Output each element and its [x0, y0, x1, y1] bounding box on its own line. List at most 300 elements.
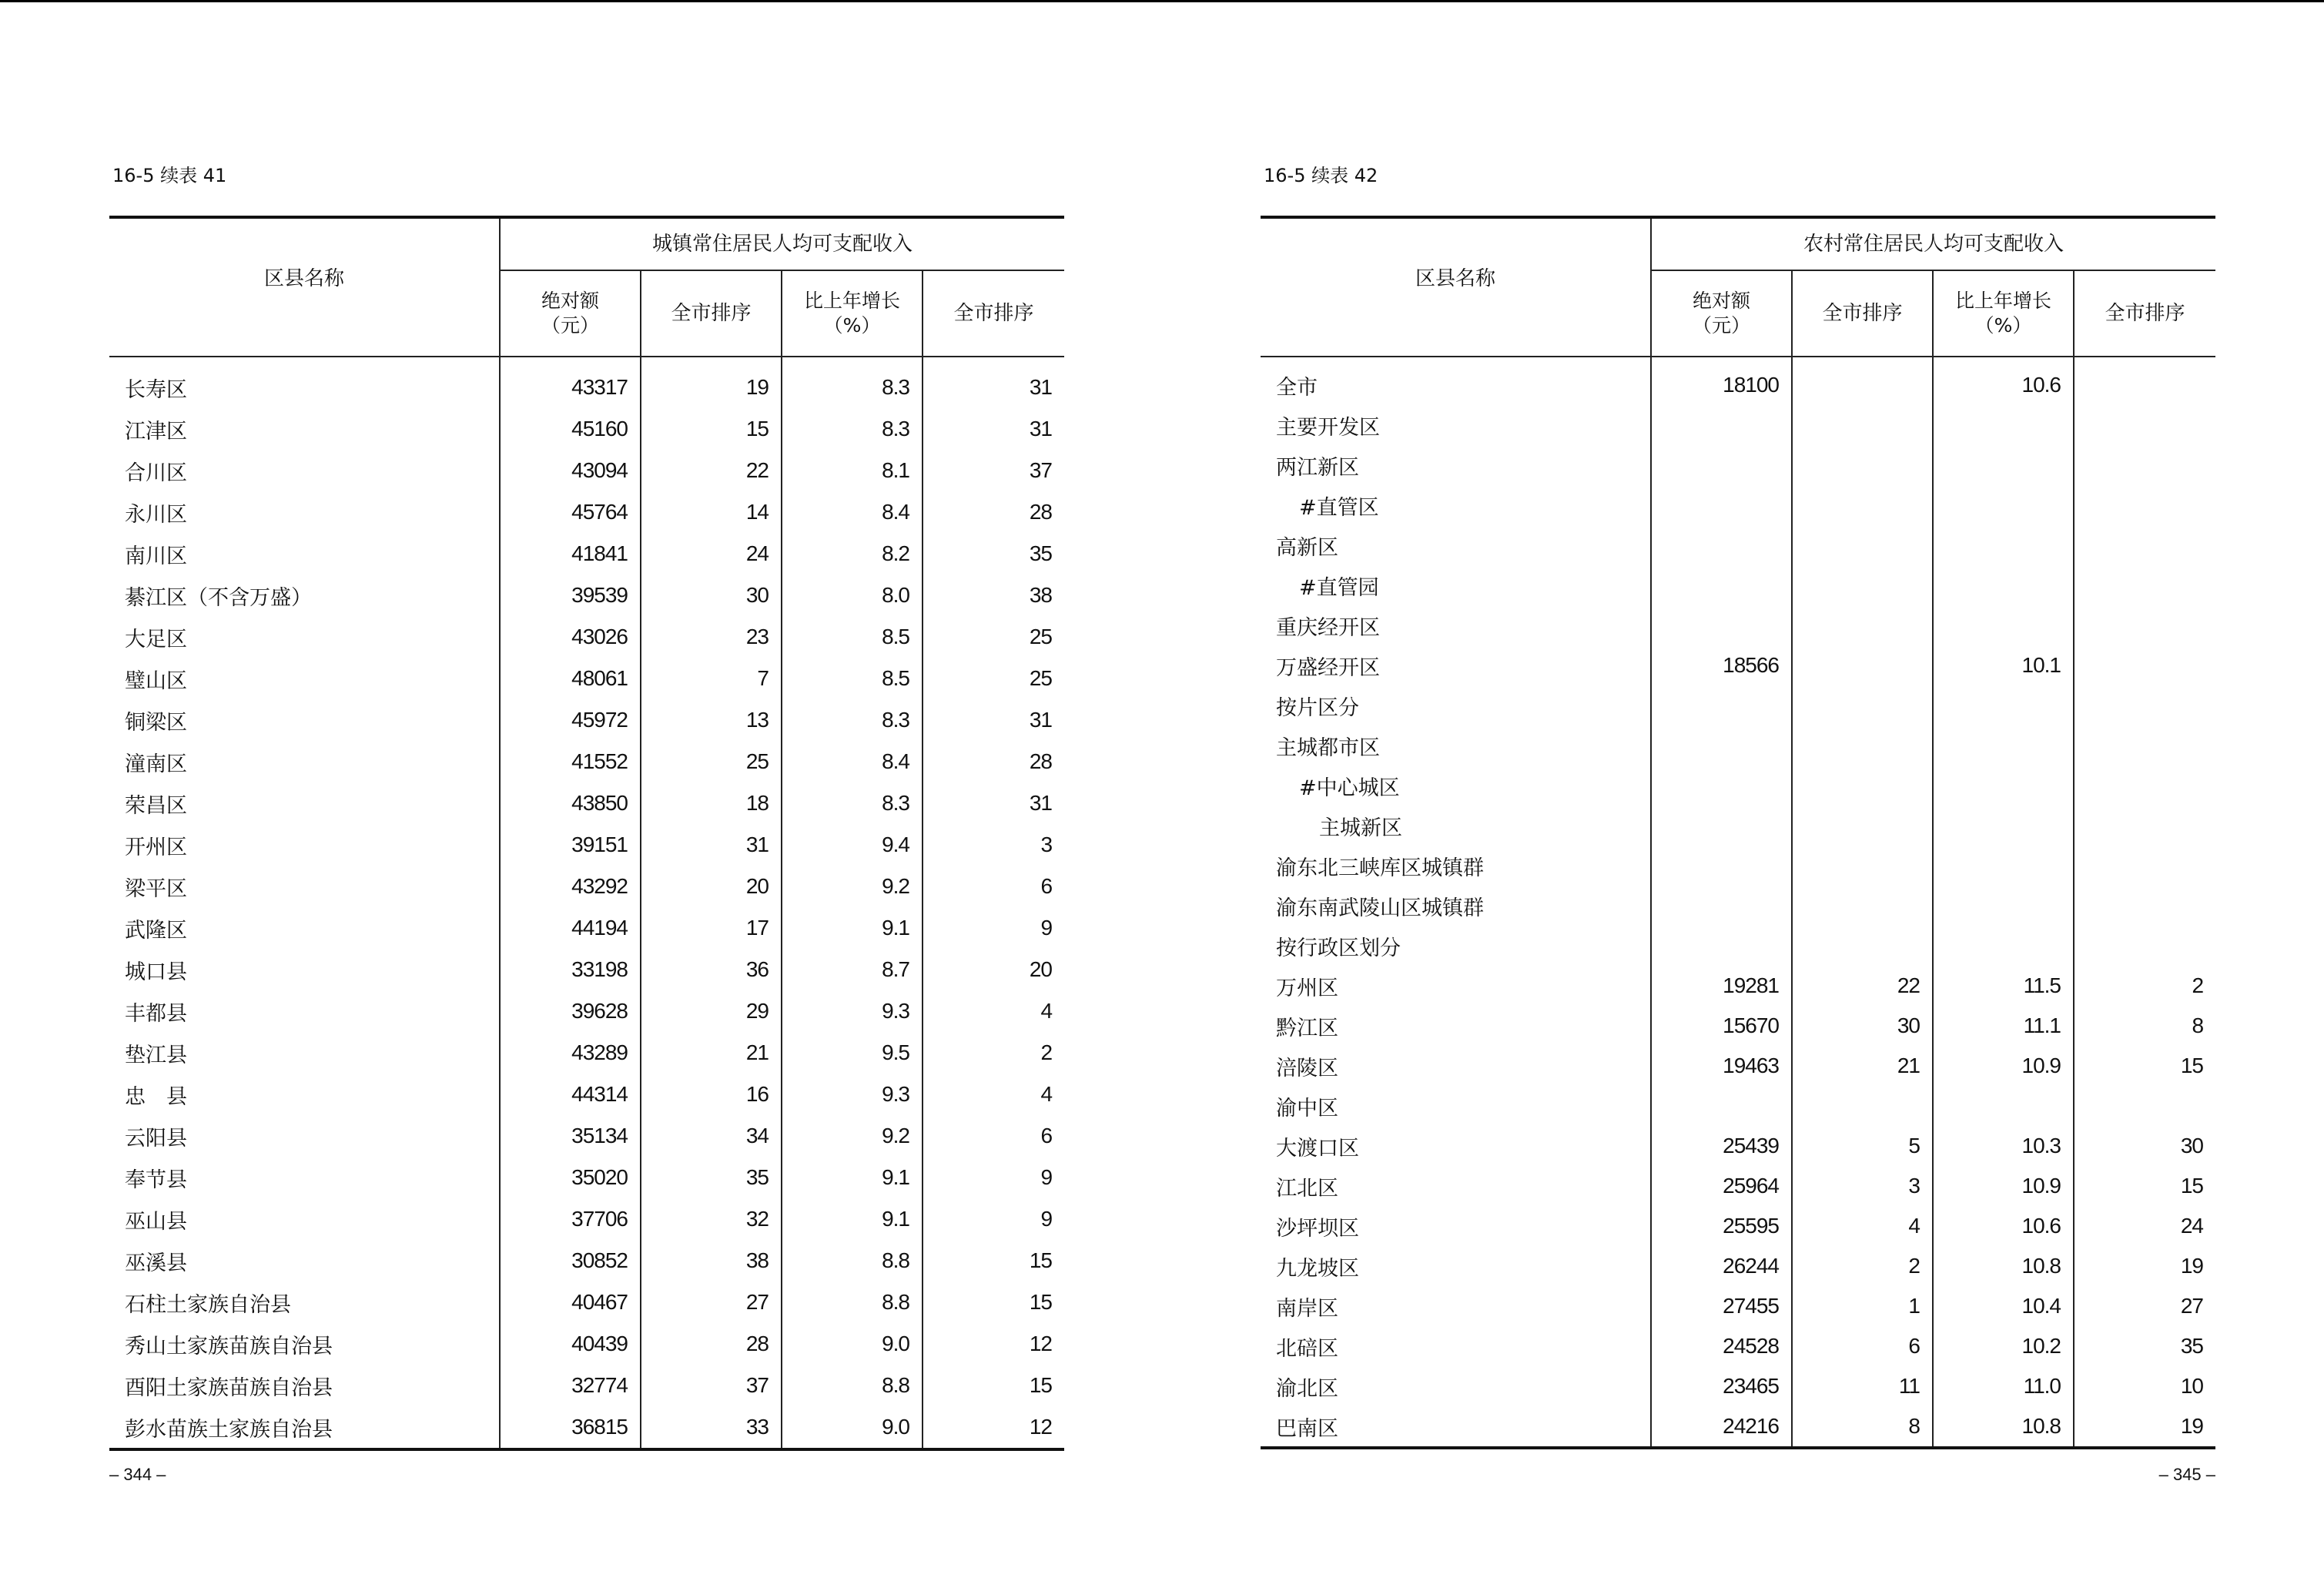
table-row — [1261, 525, 2215, 565]
cell-growth: 9.3 — [782, 1074, 923, 1115]
growth-unit: （%） — [823, 314, 881, 337]
cell-rank: 29 — [641, 990, 782, 1032]
table-row — [109, 1323, 1064, 1365]
cell-absolute: 41841 — [500, 533, 641, 575]
cell-absolute — [1651, 846, 1792, 886]
cell-growth-rank: 15 — [1029, 1373, 1053, 1397]
cell-absolute: 25439 — [1651, 1126, 1792, 1166]
table-row — [1261, 685, 2215, 725]
table-row — [1261, 846, 2215, 886]
cell-rank — [1792, 725, 1933, 766]
cell-growth-rank: 31 — [1029, 791, 1053, 815]
page-number: – 344 – — [109, 1465, 166, 1484]
cell-growth-rank — [2074, 485, 2215, 525]
cell-absolute — [1651, 886, 1792, 926]
cell-rank — [1792, 926, 1933, 966]
table-row — [109, 949, 1064, 990]
cell-absolute: 26244 — [1651, 1246, 1792, 1286]
cell-absolute: 43292 — [500, 866, 641, 907]
cell-region-name: 开州区 — [109, 824, 500, 866]
column-group-header: 城镇常住居民人均可支配收入 — [500, 217, 1064, 270]
cell-growth-rank: 19 — [2074, 1406, 2215, 1448]
cell-region-name: 云阳县 — [109, 1115, 500, 1157]
cell-region-name: 秀山土家族苗族自治县 — [109, 1323, 500, 1365]
cell-region-name: #中心城区 — [1261, 766, 1651, 806]
cell-growth-rank: 37 — [1029, 458, 1053, 482]
cell-region-name: 铜梁区 — [109, 699, 500, 741]
cell-growth-rank: 3 — [1040, 833, 1053, 856]
cell-growth: 9.3 — [782, 990, 923, 1032]
table-row — [1261, 1286, 2215, 1326]
column-header-growth — [782, 270, 923, 357]
cell-growth: 10.6 — [1933, 1206, 2074, 1246]
cell-growth-rank: 19 — [2180, 1254, 2204, 1278]
cell-growth-rank — [2074, 405, 2215, 445]
cell-absolute — [1651, 725, 1792, 766]
cell-growth-rank — [2074, 645, 2215, 685]
table-row — [109, 616, 1064, 658]
cell-region-name: 九龙坡区 — [1261, 1246, 1651, 1286]
cell-growth-rank: 27 — [2180, 1294, 2204, 1318]
cell-region-name: 丰都县 — [109, 990, 500, 1032]
table-row — [1261, 1406, 2215, 1448]
cell-growth: 8.5 — [782, 616, 923, 658]
cell-absolute: 23465 — [1651, 1366, 1792, 1406]
cell-growth: 8.2 — [782, 533, 923, 575]
cell-growth — [1933, 685, 2074, 725]
cell-growth: 8.3 — [782, 357, 923, 408]
cell-rank: 34 — [641, 1115, 782, 1157]
cell-growth-rank: 28 — [1029, 500, 1053, 524]
cell-growth-rank — [2074, 806, 2215, 846]
cell-growth — [1933, 926, 2074, 966]
cell-region-name: 巫溪县 — [109, 1240, 500, 1281]
cell-growth — [1933, 846, 2074, 886]
cell-region-name: 武隆区 — [109, 907, 500, 949]
cell-region-name: 梁平区 — [109, 866, 500, 907]
table-row — [109, 658, 1064, 699]
cell-growth — [1933, 525, 2074, 565]
cell-absolute: 45764 — [500, 491, 641, 533]
table-row — [1261, 1086, 2215, 1126]
cell-growth: 8.8 — [782, 1365, 923, 1406]
cell-region-name: 涪陵区 — [1261, 1046, 1651, 1086]
top-border-line — [0, 0, 2324, 2]
cell-absolute — [1651, 766, 1792, 806]
table-row — [1261, 485, 2215, 525]
cell-growth: 8.7 — [782, 949, 923, 990]
table-row — [1261, 605, 2215, 645]
table-row — [1261, 725, 2215, 766]
cell-growth: 8.3 — [782, 408, 923, 450]
cell-region-name: #直管区 — [1261, 485, 1651, 525]
cell-growth-rank: 31 — [1029, 417, 1053, 441]
table-row — [109, 1032, 1064, 1074]
table-row — [109, 1281, 1064, 1323]
table-row — [109, 357, 1064, 408]
cell-absolute — [1651, 1086, 1792, 1126]
cell-growth-rank: 12 — [923, 1406, 1064, 1449]
cell-rank: 30 — [1792, 1006, 1933, 1046]
cell-growth: 9.0 — [782, 1406, 923, 1449]
cell-growth: 8.0 — [782, 575, 923, 616]
cell-absolute: 44194 — [500, 907, 641, 949]
cell-rank: 6 — [1792, 1326, 1933, 1366]
cell-rank: 32 — [641, 1198, 782, 1240]
cell-growth: 9.0 — [782, 1323, 923, 1365]
table-row — [1261, 445, 2215, 485]
cell-growth: 9.2 — [782, 866, 923, 907]
urban-income-table — [109, 216, 1064, 1451]
cell-growth: 8.4 — [782, 491, 923, 533]
cell-growth-rank: 15 — [2180, 1174, 2204, 1198]
cell-region-name: 重庆经开区 — [1261, 605, 1651, 645]
cell-region-name: 璧山区 — [109, 658, 500, 699]
cell-rank — [1792, 806, 1933, 846]
cell-growth — [1933, 725, 2074, 766]
cell-rank: 35 — [641, 1157, 782, 1198]
cell-absolute: 43289 — [500, 1032, 641, 1074]
absolute-label: 绝对额 — [541, 290, 599, 312]
table-row — [109, 408, 1064, 450]
absolute-unit: （元） — [541, 314, 599, 337]
cell-growth-rank — [2074, 605, 2215, 645]
cell-rank: 19 — [641, 357, 782, 408]
cell-growth-rank: 10 — [2180, 1374, 2204, 1398]
column-header-absolute — [1651, 270, 1792, 357]
column-header-name: 区县名称 — [109, 217, 500, 357]
cell-region-name: 垫江县 — [109, 1032, 500, 1074]
table-row — [1261, 766, 2215, 806]
cell-growth — [1933, 886, 2074, 926]
cell-growth-rank: 35 — [2180, 1334, 2204, 1358]
cell-absolute: 44314 — [500, 1074, 641, 1115]
table-body — [1261, 357, 2215, 1448]
cell-region-name: 江北区 — [1261, 1166, 1651, 1206]
cell-region-name: 渝中区 — [1261, 1086, 1651, 1126]
cell-growth: 8.1 — [782, 450, 923, 491]
table-row — [109, 741, 1064, 782]
table-row — [109, 907, 1064, 949]
table-row — [109, 782, 1064, 824]
cell-absolute: 39539 — [500, 575, 641, 616]
table-row — [109, 491, 1064, 533]
cell-growth-rank — [2074, 525, 2215, 565]
cell-growth — [1933, 405, 2074, 445]
cell-region-name: 高新区 — [1261, 525, 1651, 565]
cell-absolute — [1651, 445, 1792, 485]
cell-region-name: 黔江区 — [1261, 1006, 1651, 1046]
cell-rank: 14 — [641, 491, 782, 533]
cell-growth-rank — [2074, 685, 2215, 725]
cell-absolute: 37706 — [500, 1198, 641, 1240]
cell-rank — [1792, 766, 1933, 806]
cell-absolute: 39151 — [500, 824, 641, 866]
cell-growth-rank — [2074, 1086, 2215, 1126]
cell-rank: 37 — [641, 1365, 782, 1406]
cell-growth — [1933, 806, 2074, 846]
cell-absolute — [1651, 525, 1792, 565]
table-row — [1261, 1126, 2215, 1166]
cell-growth: 11.1 — [1933, 1006, 2074, 1046]
cell-absolute: 15670 — [1651, 1006, 1792, 1046]
column-header-absolute — [500, 270, 641, 357]
cell-rank — [1792, 405, 1933, 445]
cell-absolute — [1651, 565, 1792, 605]
cell-absolute: 35020 — [500, 1157, 641, 1198]
growth-label: 比上年增长 — [1954, 290, 2051, 312]
cell-growth: 10.3 — [1933, 1126, 2074, 1166]
cell-growth — [1933, 605, 2074, 645]
cell-region-name: 渝东北三峡库区城镇群 — [1261, 846, 1651, 886]
absolute-unit: （元） — [1692, 314, 1750, 337]
cell-rank: 28 — [641, 1323, 782, 1365]
cell-growth-rank: 38 — [1029, 583, 1053, 607]
cell-rank: 7 — [641, 658, 782, 699]
cell-region-name: 永川区 — [109, 491, 500, 533]
table-row — [109, 824, 1064, 866]
cell-region-name: 沙坪坝区 — [1261, 1206, 1651, 1246]
table-body — [109, 357, 1064, 1449]
cell-growth-rank — [2074, 725, 2215, 766]
cell-region-name: 万州区 — [1261, 966, 1651, 1006]
cell-growth-rank — [2074, 357, 2215, 405]
table-row — [109, 533, 1064, 575]
cell-growth-rank — [2074, 565, 2215, 605]
cell-region-name: 巫山县 — [109, 1198, 500, 1240]
cell-growth-rank: 6 — [1040, 874, 1053, 898]
cell-absolute: 35134 — [500, 1115, 641, 1157]
cell-region-name: 按行政区划分 — [1261, 926, 1651, 966]
cell-absolute: 36815 — [500, 1406, 641, 1449]
cell-growth-rank: 15 — [2180, 1054, 2204, 1077]
table-title: 16-5 续表 42 — [1264, 165, 1378, 186]
cell-region-name: 石柱土家族自治县 — [109, 1281, 500, 1323]
column-group-header: 农村常住居民人均可支配收入 — [1651, 217, 2215, 270]
cell-rank: 22 — [641, 450, 782, 491]
table-row — [1261, 1366, 2215, 1406]
cell-region-name: 主城都市区 — [1261, 725, 1651, 766]
cell-absolute: 24528 — [1651, 1326, 1792, 1366]
cell-absolute: 41552 — [500, 741, 641, 782]
cell-region-name: 大渡口区 — [1261, 1126, 1651, 1166]
column-header-growth — [1933, 270, 2074, 357]
cell-growth: 11.5 — [1933, 966, 2074, 1006]
cell-growth: 10.9 — [1933, 1166, 2074, 1206]
cell-rank: 22 — [1792, 966, 1933, 1006]
table-row — [1261, 806, 2215, 846]
cell-growth — [1933, 565, 2074, 605]
cell-growth-rank: 15 — [1029, 1248, 1053, 1272]
cell-absolute: 27455 — [1651, 1286, 1792, 1326]
cell-rank: 24 — [641, 533, 782, 575]
cell-growth: 10.2 — [1933, 1326, 2074, 1366]
cell-absolute: 43026 — [500, 616, 641, 658]
table-row — [1261, 357, 2215, 405]
column-header-name: 区县名称 — [1261, 217, 1651, 357]
cell-growth-rank — [2074, 445, 2215, 485]
cell-growth-rank: 31 — [1029, 708, 1053, 732]
cell-region-name: 城口县 — [109, 949, 500, 990]
column-header-growth-rank: 全市排序 — [2105, 302, 2185, 325]
table-row — [109, 1240, 1064, 1281]
cell-absolute — [1651, 806, 1792, 846]
cell-region-name: 南岸区 — [1261, 1286, 1651, 1326]
cell-growth: 8.3 — [782, 699, 923, 741]
cell-rank: 21 — [641, 1032, 782, 1074]
cell-growth — [1933, 1086, 2074, 1126]
table-row — [1261, 1166, 2215, 1206]
cell-absolute: 45972 — [500, 699, 641, 741]
cell-rank: 13 — [641, 699, 782, 741]
cell-growth: 9.4 — [782, 824, 923, 866]
cell-growth-rank: 28 — [1029, 749, 1053, 773]
cell-rank: 2 — [1792, 1246, 1933, 1286]
cell-growth-rank — [2074, 886, 2215, 926]
cell-absolute: 19281 — [1651, 966, 1792, 1006]
table-row — [1261, 1246, 2215, 1286]
cell-region-name: 江津区 — [109, 408, 500, 450]
cell-growth: 8.8 — [782, 1281, 923, 1323]
column-header-rank: 全市排序 — [1792, 270, 1933, 357]
absolute-label: 绝对额 — [1692, 290, 1750, 312]
cell-absolute: 43317 — [500, 357, 641, 408]
cell-region-name: 主城新区 — [1261, 806, 1651, 846]
table-row — [109, 1115, 1064, 1157]
cell-rank — [1792, 846, 1933, 886]
table-row — [1261, 1206, 2215, 1246]
cell-growth-rank: 9 — [1040, 916, 1053, 940]
table-row — [109, 1406, 1064, 1449]
cell-absolute: 30852 — [500, 1240, 641, 1281]
column-header-growth-rank: 全市排序 — [953, 302, 1034, 325]
cell-growth-rank: 15 — [1029, 1290, 1053, 1314]
table-row — [1261, 1326, 2215, 1366]
cell-region-name: 綦江区（不含万盛） — [109, 575, 500, 616]
cell-growth: 10.6 — [1933, 357, 2074, 405]
cell-region-name: 全市 — [1261, 357, 1651, 405]
table-row — [1261, 926, 2215, 966]
cell-rank: 18 — [641, 782, 782, 824]
cell-absolute: 48061 — [500, 658, 641, 699]
cell-growth: 8.5 — [782, 658, 923, 699]
table-row — [109, 990, 1064, 1032]
table-row — [1261, 1046, 2215, 1086]
cell-rank: 33 — [641, 1406, 782, 1449]
cell-rank: 21 — [1792, 1046, 1933, 1086]
cell-absolute: 40439 — [500, 1323, 641, 1365]
cell-rank: 25 — [641, 741, 782, 782]
table-row — [1261, 565, 2215, 605]
cell-growth: 10.8 — [1933, 1246, 2074, 1286]
cell-growth-rank: 9 — [1040, 1165, 1053, 1189]
cell-growth — [1933, 485, 2074, 525]
table-row — [1261, 1006, 2215, 1046]
cell-region-name: 奉节县 — [109, 1157, 500, 1198]
cell-growth-rank: 35 — [1029, 541, 1053, 565]
cell-region-name: 潼南区 — [109, 741, 500, 782]
cell-rank: 38 — [641, 1240, 782, 1281]
cell-rank — [1792, 525, 1933, 565]
cell-rank: 1 — [1792, 1286, 1933, 1326]
cell-absolute: 19463 — [1651, 1046, 1792, 1086]
cell-rank — [1792, 685, 1933, 725]
cell-absolute: 40467 — [500, 1281, 641, 1323]
cell-growth-rank: 30 — [2180, 1134, 2204, 1157]
cell-absolute — [1651, 926, 1792, 966]
cell-absolute: 24216 — [1651, 1406, 1792, 1448]
rural-income-table — [1261, 216, 2215, 1449]
cell-growth-rank: 31 — [1029, 375, 1053, 399]
cell-region-name: 渝东南武陵山区城镇群 — [1261, 886, 1651, 926]
cell-absolute — [1651, 485, 1792, 525]
cell-growth — [1933, 766, 2074, 806]
cell-growth-rank: 8 — [2192, 1013, 2204, 1037]
cell-growth-rank — [2074, 926, 2215, 966]
cell-growth: 9.1 — [782, 1157, 923, 1198]
table-row — [109, 1198, 1064, 1240]
cell-growth: 9.5 — [782, 1032, 923, 1074]
cell-absolute: 43850 — [500, 782, 641, 824]
growth-unit: （%） — [1974, 314, 2032, 337]
table-row — [109, 699, 1064, 741]
cell-growth-rank: 4 — [1040, 999, 1053, 1023]
cell-absolute: 32774 — [500, 1365, 641, 1406]
cell-absolute: 18100 — [1651, 357, 1792, 405]
cell-rank: 4 — [1792, 1206, 1933, 1246]
cell-region-name: 合川区 — [109, 450, 500, 491]
table-row — [109, 1157, 1064, 1198]
cell-region-name: 渝北区 — [1261, 1366, 1651, 1406]
table-row — [109, 450, 1064, 491]
growth-label: 比上年增长 — [803, 290, 900, 312]
cell-region-name: #直管园 — [1261, 565, 1651, 605]
page-number: – 345 – — [2158, 1465, 2215, 1484]
cell-growth-rank: 25 — [1029, 625, 1053, 648]
table-row — [109, 866, 1064, 907]
cell-growth-rank — [2074, 846, 2215, 886]
cell-region-name: 巴南区 — [1261, 1406, 1651, 1448]
cell-growth: 8.3 — [782, 782, 923, 824]
cell-growth-rank: 2 — [1040, 1040, 1053, 1064]
cell-region-name: 长寿区 — [109, 357, 500, 408]
cell-rank — [1792, 565, 1933, 605]
cell-absolute: 18566 — [1651, 645, 1792, 685]
cell-rank: 3 — [1792, 1166, 1933, 1206]
cell-rank — [1792, 445, 1933, 485]
cell-region-name: 大足区 — [109, 616, 500, 658]
cell-absolute: 43094 — [500, 450, 641, 491]
cell-absolute: 25595 — [1651, 1206, 1792, 1246]
cell-rank: 20 — [641, 866, 782, 907]
cell-rank: 16 — [641, 1074, 782, 1115]
cell-rank: 36 — [641, 949, 782, 990]
cell-absolute: 25964 — [1651, 1166, 1792, 1206]
cell-rank: 5 — [1792, 1126, 1933, 1166]
cell-region-name: 主要开发区 — [1261, 405, 1651, 445]
table-title: 16-5 续表 41 — [112, 165, 227, 186]
cell-growth-rank: 2 — [2192, 973, 2204, 997]
cell-rank: 8 — [1792, 1406, 1933, 1448]
cell-growth: 9.1 — [782, 1198, 923, 1240]
cell-growth: 11.0 — [1933, 1366, 2074, 1406]
cell-region-name: 忠 县 — [109, 1074, 500, 1115]
cell-growth-rank: 9 — [1040, 1207, 1053, 1231]
cell-growth-rank: 6 — [1040, 1124, 1053, 1147]
cell-rank — [1792, 605, 1933, 645]
cell-growth: 10.1 — [1933, 645, 2074, 685]
table-row — [109, 1074, 1064, 1115]
